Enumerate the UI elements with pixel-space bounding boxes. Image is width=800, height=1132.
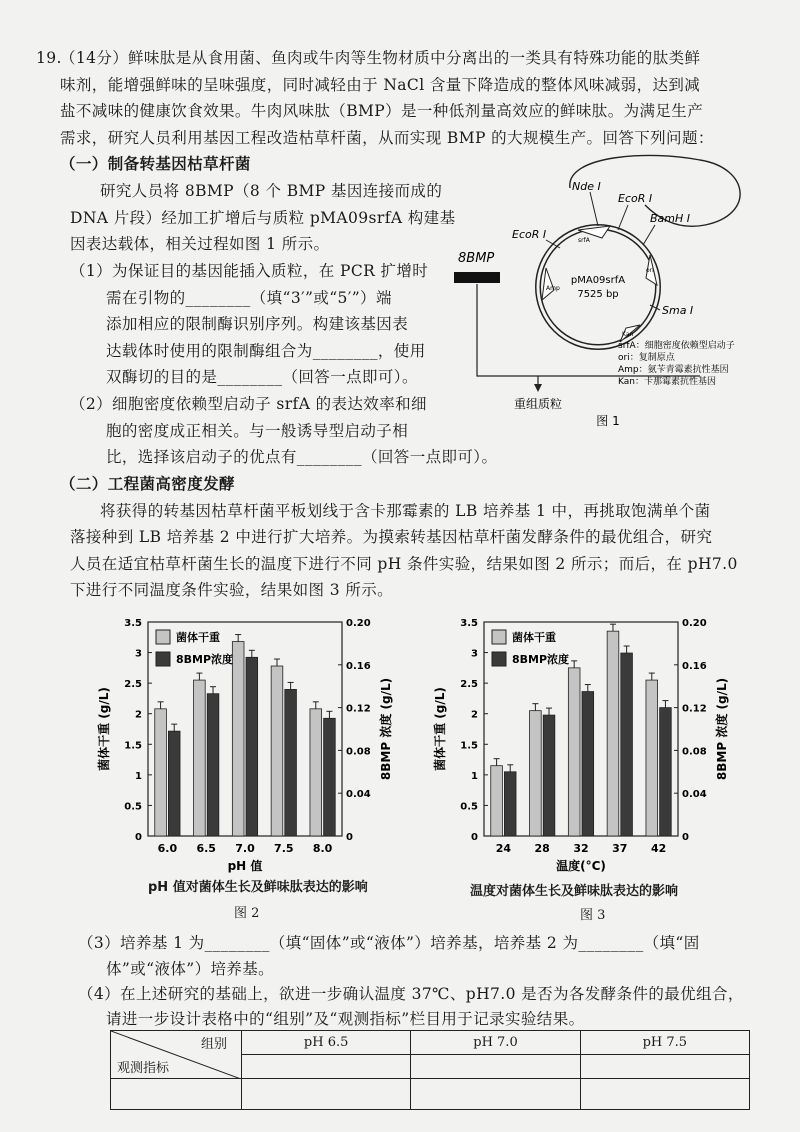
legend-swatch (492, 630, 506, 644)
legend-line: Amp：氨苄青霉素抗性基因 (618, 365, 729, 375)
x-tick-label: 24 (495, 842, 512, 855)
y-tick-label: 3 (471, 648, 478, 660)
part2-heading: （二）工程菌高密度发酵 (60, 474, 235, 493)
feature-kan: Kan (622, 331, 634, 338)
chart3-title: 温度对菌体生长及鲜味肽表达的影响 (470, 884, 679, 899)
table-cell[interactable] (242, 1079, 411, 1110)
plasmid-size: 7525 bp (577, 289, 619, 300)
column-header: pH 7.0 (411, 1031, 580, 1055)
y-tick-label: 1.5 (124, 740, 142, 752)
y-axis-label: 菌体干重 (g/L) (433, 687, 447, 771)
y-tick-label: 1 (135, 770, 142, 782)
y-tick-label: 0 (471, 832, 478, 843)
y-tick-label: 0 (135, 832, 142, 843)
intro-line: 需求，研究人员利用基因工程改造枯草杆菌，从而实现 BMP 的大规模生产。回答下列问题： (60, 129, 714, 147)
bar-bmp (285, 689, 297, 836)
y-tick-label: 2.5 (460, 679, 478, 691)
q2-line: 胞的密度成正相关。与一般诱导型启动子相 (106, 422, 409, 440)
bar-bmp (660, 708, 672, 836)
figure1-caption: 图 1 (596, 414, 620, 428)
bar-bmp (543, 715, 555, 836)
bar-bmp (246, 657, 258, 836)
x-axis-label: 温度(°C) (556, 859, 606, 873)
y-tick-label: 2 (471, 709, 478, 721)
y2-tick-label: 0.20 (346, 618, 371, 629)
y2-axis-label: 8BMP 浓度 (g/L) (379, 677, 393, 781)
y-tick-label: 3.5 (124, 618, 142, 629)
part2-desc: 下进行不同温度条件实验，结果如图 3 所示。 (70, 581, 394, 599)
bar-bmp (621, 653, 633, 836)
table-cell[interactable] (580, 1079, 749, 1110)
bar-bmp (504, 772, 516, 836)
table-cell[interactable] (411, 1055, 580, 1079)
x-tick-label: 37 (612, 842, 628, 855)
y2-tick-label: 0 (346, 832, 353, 843)
legend-label: 菌体干重 (176, 631, 220, 644)
bar-dry-weight (232, 642, 244, 836)
site-ndei: Nde I (572, 180, 601, 193)
q2-line: （2）细胞密度依赖型启动子 srfA 的表达效率和细 (70, 395, 427, 413)
gene-label: 8BMP (458, 251, 495, 266)
y2-tick-label: 0.16 (682, 660, 707, 672)
question-number: 19. (36, 49, 62, 67)
q3-line: （3）培养基 1 为________（填“固体”或“液体”）培养基，培养基 2 为________（填“固 (78, 934, 700, 952)
bar-dry-weight (646, 680, 658, 836)
x-tick-label: 28 (534, 842, 550, 855)
y-tick-label: 2.5 (124, 679, 142, 691)
column-header: pH 7.5 (580, 1031, 749, 1055)
site-ecori-top: EcoR I (618, 192, 653, 205)
temperature-chart (428, 610, 738, 880)
legend-line: Kan：卡那霉素抗性基因 (618, 377, 716, 387)
part2-desc: 将获得的转基因枯草杆菌平板划线于含卡那霉素的 LB 培养基 1 中，再挑取饱满单个菌 (100, 502, 711, 520)
part2-desc: 人员在适宜枯草杆菌生长的温度下进行不同 pH 条件实验，结果如图 2 所示；而后，在 pH7.0 (70, 555, 738, 573)
y2-tick-label: 0.08 (346, 746, 371, 758)
intro-line: 鲜味肽是从食用菌、鱼肉或牛肉等生物材质中分离出的一类具有特殊功能的肽类鲜 (128, 49, 701, 67)
table-cell[interactable] (242, 1055, 411, 1079)
y-tick-label: 3.5 (460, 618, 478, 629)
x-tick-label: 7.5 (274, 842, 294, 855)
y-tick-label: 3 (135, 648, 142, 660)
part1-heading: （一）制备转基因枯草杆菌 (60, 154, 251, 173)
question-score: （14分） (60, 49, 129, 67)
q1-line: 双酶切的目的是________（回答一点即可）。 (106, 368, 418, 386)
column-header: pH 6.5 (242, 1031, 411, 1055)
feature-srfA: srfA (578, 237, 590, 244)
bar-bmp (168, 731, 180, 836)
site-smai: Sma I (662, 304, 694, 317)
intro-line: 味剂，能增强鲜味的呈味强度，同时减轻由于 NaCl 含量下降造成的整体风味减弱，达到减 (60, 76, 701, 94)
q1-line: 需在引物的________（填“3′”或“5′”）端 (106, 289, 392, 307)
x-tick-label: 7.0 (235, 842, 255, 855)
ph-chart (92, 610, 402, 880)
q1-line: 达载体时使用的限制酶组合为________，使用 (106, 342, 426, 360)
corner-group-label: 组别 (200, 1037, 227, 1052)
feature-ori: ori (646, 267, 654, 274)
legend-label: 8BMP浓度 (512, 653, 570, 666)
y2-tick-label: 0.20 (682, 618, 707, 629)
y2-tick-label: 0.04 (346, 789, 371, 801)
record-table (110, 1030, 750, 1110)
y-tick-label: 1 (471, 770, 478, 782)
y2-axis-label: 8BMP 浓度 (g/L) (715, 677, 729, 781)
y2-tick-label: 0 (682, 832, 689, 843)
y2-tick-label: 0.16 (346, 660, 371, 672)
legend-label: 8BMP浓度 (176, 653, 234, 666)
site-bamhi: BamH I (650, 212, 691, 225)
legend-swatch (156, 652, 170, 666)
gene-fragment (454, 272, 500, 283)
q1-line: 添加相应的限制酶识别序列。构建该基因表 (106, 315, 409, 333)
figure1-diagram (450, 150, 780, 435)
product-label: 重组质粒 (513, 397, 563, 411)
part1-desc: DNA 片段）经加工扩增后与质粒 pMA09srfA 构建基 (70, 209, 456, 227)
x-tick-label: 32 (573, 842, 589, 855)
figure3-label: 图 3 (580, 908, 606, 923)
plasmid-name: pMA09srfA (570, 275, 626, 286)
legend-line: srfA：细胞密度依赖型启动子 (618, 341, 735, 351)
y-tick-label: 2 (135, 709, 142, 721)
x-tick-label: 42 (650, 842, 667, 855)
legend-label: 菌体干重 (512, 631, 556, 644)
bar-dry-weight (155, 709, 167, 836)
corner-metric-label: 观测指标 (117, 1061, 170, 1076)
feature-amp: Amp (546, 285, 560, 292)
y-tick-label: 0.5 (460, 801, 478, 813)
part2-desc: 落接种到 LB 培养基 2 中进行扩大培养。为摸索转基因枯草杆菌发酵条件的最优组合，研究 (70, 528, 713, 546)
q2-line: 比，选择该启动子的优点有________（回答一点即可）。 (106, 448, 498, 466)
y-axis-label: 菌体干重 (g/L) (97, 687, 111, 771)
legend-swatch (492, 652, 506, 666)
y2-tick-label: 0.12 (682, 703, 707, 715)
bar-dry-weight (607, 631, 619, 836)
bar-bmp (207, 694, 219, 836)
bar-dry-weight (194, 680, 206, 836)
table-cell[interactable] (580, 1055, 749, 1079)
bar-dry-weight (310, 709, 322, 836)
table-cell[interactable] (411, 1079, 580, 1110)
bar-dry-weight (491, 766, 503, 836)
y2-tick-label: 0.04 (682, 789, 707, 801)
q3-line: 体”或“液体”）培养基。 (106, 960, 275, 978)
x-axis-label: pH 值 (227, 859, 263, 873)
bar-dry-weight (271, 666, 283, 836)
x-tick-label: 8.0 (312, 842, 333, 855)
bar-dry-weight (530, 711, 542, 836)
part1-desc: 研究人员将 8BMP（8 个 BMP 基因连接而成的 (100, 182, 443, 200)
table-cell[interactable] (111, 1079, 242, 1110)
legend-swatch (156, 630, 170, 644)
y-tick-label: 0.5 (124, 801, 142, 813)
y-tick-label: 1.5 (460, 740, 478, 752)
bar-dry-weight (568, 668, 580, 836)
x-tick-label: 6.5 (196, 842, 216, 855)
part1-desc: 因表达载体，相关过程如图 1 所示。 (70, 235, 330, 253)
intro-line: 盐不减味的健康饮食效果。牛肉风味肽（BMP）是一种低剂量高效应的鲜味肽。为满足生产 (60, 102, 704, 120)
figure2-label: 图 2 (234, 906, 260, 921)
y2-tick-label: 0.08 (682, 746, 707, 758)
q1-line: （1）为保证目的基因能插入质粒，在 PCR 扩增时 (70, 262, 429, 280)
y2-tick-label: 0.12 (346, 703, 371, 715)
table-corner-cell (111, 1031, 242, 1079)
site-ecori-left: EcoR I (512, 228, 547, 241)
q4-line: （4）在上述研究的基础上，欲进一步确认温度 37℃、pH7.0 是否为各发酵条件的最优组合， (78, 985, 744, 1003)
bar-bmp (582, 692, 594, 836)
q4-line: 请进一步设计表格中的“组别”及“观测指标”栏目用于记录实验结果。 (106, 1010, 585, 1028)
chart2-title: pH 值对菌体生长及鲜味肽表达的影响 (148, 880, 368, 895)
legend-line: ori：复制原点 (618, 353, 675, 363)
bar-bmp (324, 718, 336, 836)
x-tick-label: 6.0 (157, 842, 178, 855)
